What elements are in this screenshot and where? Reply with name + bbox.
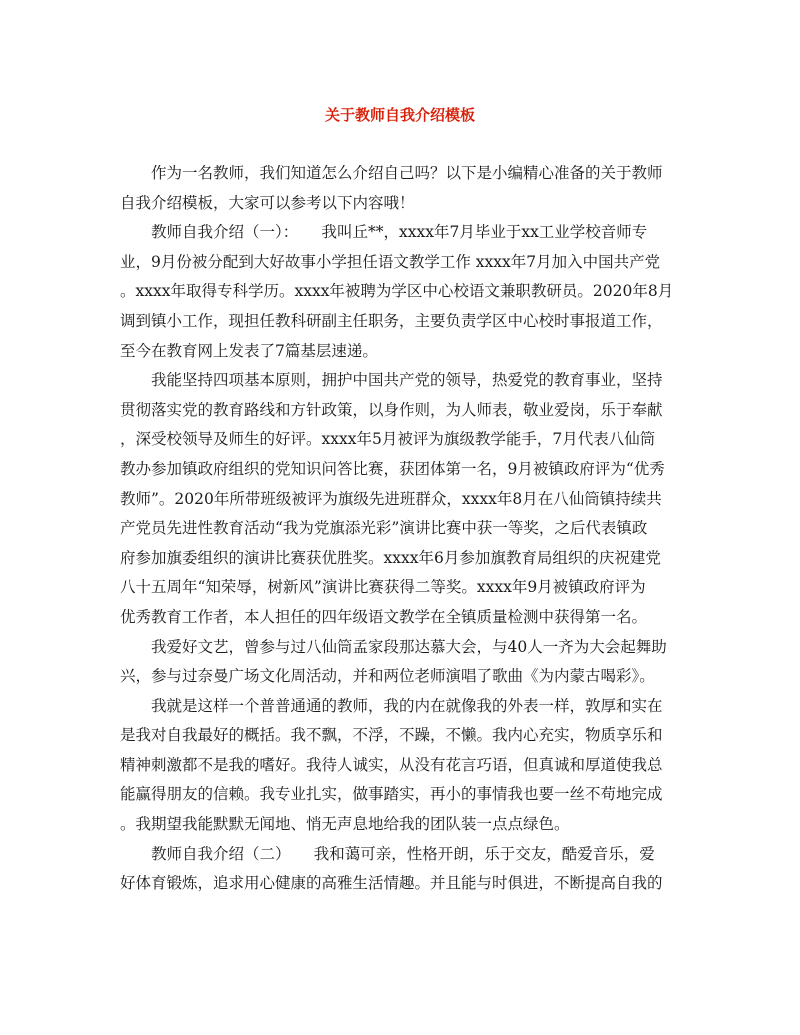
paragraph-line: 至今在教育网上发表了7篇基层速递。 (120, 341, 378, 360)
paragraph-line: 产党员先进性教育活动“我为党旗添光彩”演讲比赛中获一等奖，之后代表镇政 (120, 519, 648, 538)
paragraph-line: 教师自我介绍（一）： 我叫丘**，xxxx年7月毕业于xx工业学校音师专 (151, 223, 648, 242)
paragraph-line: 自我介绍模板，大家可以参考以下内容哦！ (120, 193, 415, 212)
paragraph-line: 。xxxx年取得专科学历。xxxx年被聘为学区中心校语文兼职教研员。2020年8月 (120, 282, 674, 301)
paragraph-line: 教师自我介绍（二） 我和蔼可亲，性格开朗，乐于交友，酷爱音乐，爱 (151, 844, 655, 863)
paragraph-line: 八十五周年“知荣辱，树新风”演讲比赛获得二等奖。xxxx年9月被镇政府评为 (120, 578, 646, 597)
paragraph-line: 教办参加镇政府组织的党知识问答比赛，获团体第一名，9月被镇政府评为“优秀 (120, 459, 665, 478)
paragraph-line: ，深受校领导及师生的好评。xxxx年5月被评为旗级教学能手，7月代表八仙筒 (120, 430, 656, 449)
paragraph-line: 精神刺激都不是我的嗜好。我待人诚实，从没有花言巧语，但真诚和厚道使我总 (120, 755, 663, 774)
paragraph-line: 好体育锻炼，追求用心健康的高雅生活情趣。并且能与时俱进，不断提高自我的 (120, 874, 663, 893)
paragraph-line: 业，9月份被分配到大好故事小学担任语文教学工作 xxxx年7月加入中国共产党 (120, 252, 661, 271)
paragraph-line: 府参加旗委组织的演讲比赛获优胜奖。xxxx年6月参加旗教育局组织的庆祝建党 (120, 548, 661, 567)
paragraph-line: 优秀教育工作者，本人担任的四年级语文教学在全镇质量检测中获得第一名。 (120, 607, 648, 626)
paragraph-line: 我就是这样一个普普通通的教师，我的内在就像我的外表一样，敦厚和实在 (151, 696, 663, 715)
paragraph-line: 我能坚持四项基本原则，拥护中国共产党的领导，热爱党的教育事业，坚持 (151, 371, 663, 390)
paragraph-line: 贯彻落实党的教育路线和方针政策，以身作则，为人师表，敬业爱岗，乐于奉献 (120, 400, 663, 419)
paragraph-line: 作为一名教师，我们知道怎么介绍自己吗？以下是小编精心准备的关于教师 (151, 164, 663, 182)
paragraph-line: 我爱好文艺，曾参与过八仙筒孟家段那达慕大会，与40人一齐为大会起舞助 (151, 637, 667, 656)
paragraph-line: 教师”。2020年所带班级被评为旗级先进班群众，xxxx年8月在八仙筒镇持续共 (120, 489, 662, 508)
document-title: 关于教师自我介绍模板 (324, 106, 475, 124)
paragraph-line: 是我对自我最好的概括。我不飘，不浮，不躁，不懒。我内心充实，物质享乐和 (120, 726, 663, 745)
paragraph-line: 。我期望我能默默无闻地、悄无声息地给我的团队装一点点绿色。 (120, 815, 570, 834)
paragraph-line: 兴，参与过奈曼广场文化周活动，并和两位老师演唱了歌曲《为内蒙古喝彩》。 (120, 667, 655, 686)
paragraph-line: 能赢得朋友的信赖。我专业扎实，做事踏实，再小的事情我也要一丝不苟地完成 (120, 785, 663, 804)
document-body (120, 159, 682, 899)
paragraph-line: 调到镇小工作，现担任教科研副主任职务，主要负责学区中心校时事报道工作， (120, 311, 663, 330)
